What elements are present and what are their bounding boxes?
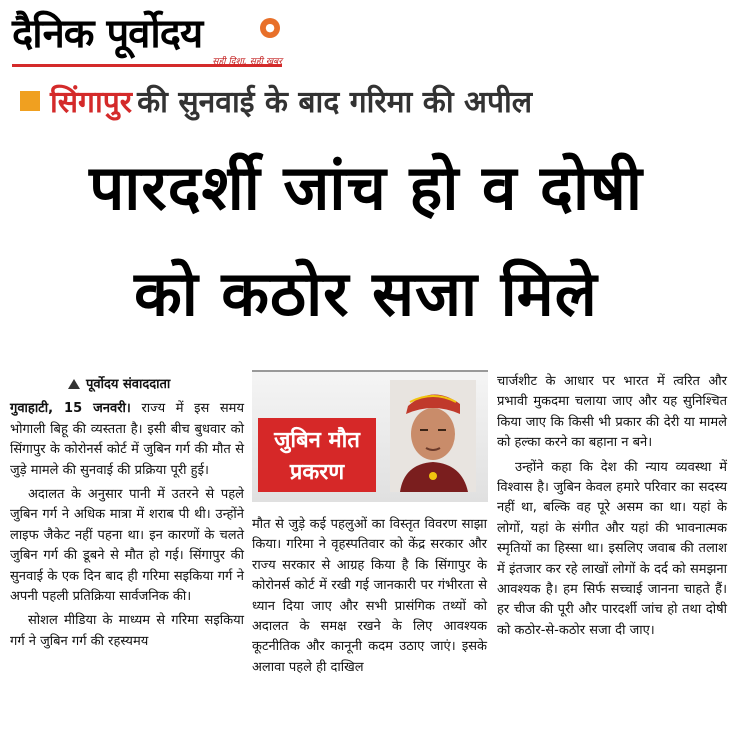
byline-triangle-icon: [68, 379, 80, 389]
kicker-text: की सुनवाई के बाद गरिमा की अपील: [137, 85, 533, 120]
kicker-highlight: सिंगापुर: [50, 85, 133, 120]
headline-line-1: पारदर्शी जांच हो व दोषी: [89, 151, 643, 224]
article-column-2: [252, 515, 487, 682]
article-photo: [252, 370, 488, 502]
headline-line-2: को कठोर सजा मिले: [134, 257, 598, 330]
paragraph: उन्होंने कहा कि देश की न्याय व्यवस्था में विश्वास है। जुबिन केवल हमारे परिवार का सदस्य नहीं था, बल्कि वह पूरे असम का था। यहां के लोगों, यहां के संगीत और यहां की भावनात्मक स्मृतियों का हिस्सा था। इसलिए जवाब की तलाश में इंतजार कर रहे लाखों लोगों के दर्द को समझना आवश्यक है। हम सिर्फ सच्चाई जानना चाहते हैं। हर चीज की पूरी और पारदर्शी जांच हो तथा दोषी को कठोर-से-कठोर सजा दी जाए।: [497, 459, 727, 638]
byline: [10, 375, 244, 395]
dateline: गुवाहाटी, 15 जनवरी।: [10, 401, 131, 417]
masthead-logo-icon: ●: [260, 18, 280, 38]
kicker-square-icon: [20, 91, 40, 111]
paragraph-text: राज्य में इस समय भोगाली बिहू की व्यस्तता है। इसी बीच बुधवार को सिंगापुर के कोरोनर्स कोर्ट में जुबिन गर्ग की मौत से जुड़े मामले की सुनवाई की प्रक्रिया पूरी हुई।: [10, 401, 244, 478]
paragraph: मौत से जुड़े कई पहलुओं का विस्तृत विवरण साझा किया। गरिमा ने वृहस्पतिवार को केंद्र सरकार और राज्य सरकार से आग्रह किया है कि सिंगापुर के कोरोनर्स कोर्ट में रखी गई जानकारी पर गंभीरता से ध्यान दिया जाए और सभी प्रासंगिक तथ्यों को अदालत के समक्ष रखने के लिए आवश्यक कूटनीतिक और कानूनी कदम उठाए जाएं। इसके अलावा पहले ही दाखिल: [252, 517, 487, 675]
photo-top-rule: [252, 370, 488, 372]
article-column-1: [10, 375, 244, 656]
portrait-image: [390, 380, 476, 492]
byline-text: पूर्वोदय संवाददाता: [86, 377, 171, 392]
paragraph: चार्जशीट के आधार पर भारत में त्वरित और प्रभावी मुकदमा चलाया जाए और यह सुनिश्चित किया जाए कि किसी भी प्रकार की देरी या मामले को हल्का करने का बहाना न बने।: [497, 374, 727, 451]
paragraph: [10, 399, 244, 481]
section-label-line-2: प्रकरण: [289, 460, 345, 485]
newspaper-title: दैनिक पूर्वोदय: [12, 11, 203, 57]
masthead: [12, 6, 282, 76]
article-column-3: [497, 372, 727, 645]
section-label-box: [258, 418, 376, 492]
section-label-line-1: जुबिन मौत: [274, 428, 360, 453]
paragraph: अदालत के अनुसार पानी में उतरने से पहले जुबिन गर्ग ने अधिक मात्रा में शराब पी थी। उन्होंने लाइफ जैकेट नहीं पहना था। इन कारणों के चलते जुबिन गर्ग की डूबने से मौत हो गई। सिंगापुर की सुनवाई के एक दिन बाद ही गरिमा सइकिया गर्ग ने अपनी पहली प्रतिक्रिया सार्वजनिक की।: [10, 487, 244, 605]
paragraph: सोशल मीडिया के माध्यम से गरिमा सइकिया गर्ग ने जुबिन गर्ग की रहस्यमय: [10, 613, 244, 649]
newspaper-tagline: सही दिशा, सही खबर: [212, 57, 282, 67]
kicker: [20, 80, 532, 126]
